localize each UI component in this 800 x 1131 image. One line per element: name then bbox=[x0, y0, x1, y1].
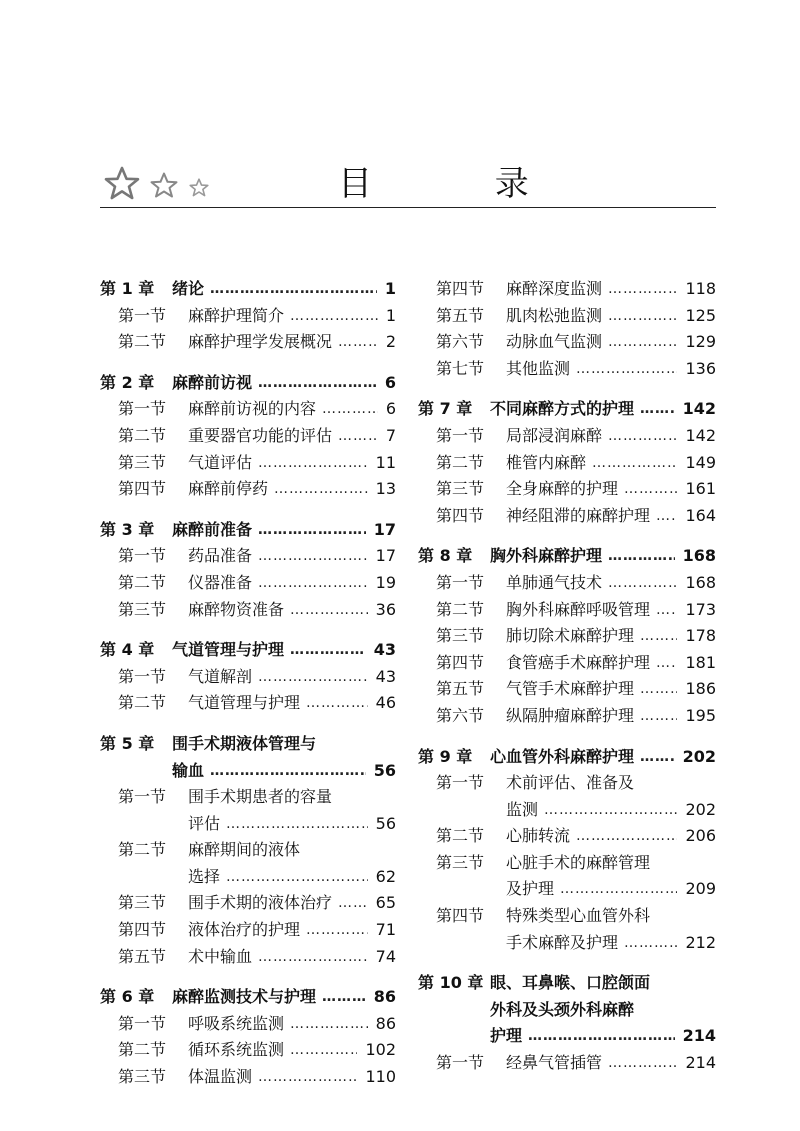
section-row bbox=[418, 930, 716, 957]
page-number: 6 bbox=[384, 396, 396, 423]
leader-dots bbox=[624, 476, 677, 503]
section-label: 第四节 bbox=[436, 505, 485, 525]
section-title: 麻醉物资准备 bbox=[188, 599, 285, 619]
leader-dots bbox=[322, 396, 378, 423]
chapter-spacer bbox=[100, 360, 396, 370]
page-number: 206 bbox=[683, 823, 716, 850]
leader-dots bbox=[258, 1064, 357, 1091]
section-title: 体温监测 bbox=[188, 1067, 253, 1087]
section-label: 第二节 bbox=[436, 826, 485, 846]
chapter-row bbox=[100, 984, 396, 1011]
page-number: 43 bbox=[374, 664, 396, 691]
section-row bbox=[100, 1064, 396, 1091]
section-row bbox=[418, 903, 716, 930]
leader-dots bbox=[322, 984, 366, 1011]
chapter-block bbox=[100, 637, 396, 717]
section-title: 重要器官功能的评估 bbox=[188, 425, 333, 445]
page-number: 102 bbox=[363, 1037, 396, 1064]
page-number: 56 bbox=[372, 758, 396, 785]
section-row bbox=[418, 703, 716, 730]
section-label: 第二节 bbox=[118, 693, 167, 713]
section-label: 第四节 bbox=[436, 652, 485, 672]
section-row bbox=[100, 784, 396, 811]
page-number: 19 bbox=[374, 570, 396, 597]
section-label: 第四节 bbox=[118, 479, 167, 499]
chapter-title: 麻醉前准备 bbox=[172, 519, 253, 539]
section-row bbox=[418, 823, 716, 850]
chapter-title: 麻醉前访视 bbox=[172, 372, 253, 392]
chapter-block bbox=[100, 276, 396, 356]
leader-dots bbox=[608, 543, 675, 570]
page-number: 62 bbox=[374, 864, 396, 891]
page-number: 46 bbox=[374, 690, 396, 717]
leader-dots bbox=[290, 303, 378, 330]
section-row bbox=[100, 396, 396, 423]
page-number: 86 bbox=[372, 984, 396, 1011]
section-row bbox=[100, 597, 396, 624]
chapter-block bbox=[100, 370, 396, 503]
chapter-row bbox=[418, 970, 716, 997]
chapter-block bbox=[418, 970, 716, 1076]
section-title: 气管手术麻醉护理 bbox=[506, 679, 635, 699]
chapter-title: 输血 bbox=[172, 760, 205, 780]
section-row bbox=[418, 597, 716, 624]
section-title: 纵隔肿瘤麻醉护理 bbox=[506, 705, 635, 725]
leader-dots bbox=[258, 370, 377, 397]
page-number: 168 bbox=[681, 543, 716, 570]
page-number: 36 bbox=[374, 597, 396, 624]
chapter-title: 不同麻醉方式的护理 bbox=[490, 399, 635, 419]
page-number: 149 bbox=[683, 450, 716, 477]
leader-dots bbox=[338, 329, 378, 356]
section-row bbox=[418, 503, 716, 530]
chapter-block bbox=[100, 517, 396, 623]
chapter-block bbox=[418, 744, 716, 957]
page-number: 181 bbox=[683, 650, 716, 677]
chapter-number: 第 7 章 bbox=[418, 399, 473, 419]
leader-dots bbox=[640, 744, 675, 771]
leader-dots bbox=[576, 356, 677, 383]
leader-dots bbox=[258, 944, 368, 971]
page-number: 86 bbox=[374, 1011, 396, 1038]
leader-dots bbox=[656, 650, 677, 677]
section-row bbox=[418, 356, 716, 383]
page-number: 17 bbox=[372, 517, 396, 544]
leader-dots bbox=[210, 276, 377, 303]
leader-dots bbox=[608, 276, 677, 303]
leader-dots bbox=[306, 917, 368, 944]
section-label: 第二节 bbox=[118, 1040, 167, 1060]
section-title: 动脉血气监测 bbox=[506, 332, 603, 352]
section-title: 选择 bbox=[188, 866, 221, 886]
leader-dots bbox=[274, 476, 368, 503]
section-label: 第三节 bbox=[118, 599, 167, 619]
section-row bbox=[100, 303, 396, 330]
section-title: 局部浸润麻醉 bbox=[506, 425, 603, 445]
page-number: 74 bbox=[374, 944, 396, 971]
section-label: 第三节 bbox=[118, 893, 167, 913]
leader-dots bbox=[226, 864, 368, 891]
leader-dots bbox=[338, 890, 368, 917]
section-label: 第二节 bbox=[118, 332, 167, 352]
section-title: 心肺转流 bbox=[506, 826, 571, 846]
section-title: 围手术期患者的容量 bbox=[188, 787, 333, 807]
section-label: 第四节 bbox=[436, 906, 485, 926]
leader-dots bbox=[640, 623, 677, 650]
chapter-title: 绪论 bbox=[172, 279, 205, 298]
section-label: 第二节 bbox=[118, 572, 167, 592]
section-title: 气道评估 bbox=[188, 452, 253, 472]
chapter-row bbox=[418, 543, 716, 570]
section-title: 肺切除术麻醉护理 bbox=[506, 626, 635, 646]
section-row bbox=[100, 1037, 396, 1064]
section-title: 药品准备 bbox=[188, 546, 253, 566]
chapter-block bbox=[418, 396, 716, 529]
page-number: 129 bbox=[683, 329, 716, 356]
chapter-spacer bbox=[418, 734, 716, 744]
section-label: 第七节 bbox=[436, 358, 485, 378]
section-title: 手术麻醉及护理 bbox=[506, 932, 619, 952]
chapter-spacer bbox=[418, 960, 716, 970]
section-row bbox=[418, 876, 716, 903]
section-row bbox=[418, 850, 716, 877]
section-row bbox=[418, 303, 716, 330]
section-title: 特殊类型心血管外科 bbox=[506, 906, 651, 926]
section-title: 气道管理与护理 bbox=[188, 693, 301, 713]
page-number: 202 bbox=[681, 744, 716, 771]
section-title: 术中输血 bbox=[188, 946, 253, 966]
section-row bbox=[100, 837, 396, 864]
chapter-title: 围手术期液体管理与 bbox=[172, 733, 317, 753]
page-number: 56 bbox=[374, 811, 396, 838]
section-label: 第一节 bbox=[118, 666, 167, 686]
section-title: 术前评估、准备及 bbox=[506, 773, 635, 793]
page-number: 71 bbox=[374, 917, 396, 944]
leader-dots bbox=[640, 703, 677, 730]
chapter-title: 眼、耳鼻喉、口腔颌面 bbox=[490, 973, 651, 993]
section-title: 经鼻气管插管 bbox=[506, 1053, 603, 1073]
page-number: 142 bbox=[683, 423, 716, 450]
page-number: 2 bbox=[384, 329, 396, 356]
page-number: 11 bbox=[374, 450, 396, 477]
section-title: 神经阻滞的麻醉护理 bbox=[506, 505, 651, 525]
section-label: 第二节 bbox=[436, 599, 485, 619]
page-number: 186 bbox=[683, 676, 716, 703]
star-outline-large-icon bbox=[104, 166, 140, 200]
section-title: 循环系统监测 bbox=[188, 1040, 285, 1060]
page-number: 43 bbox=[372, 637, 396, 664]
section-label: 第六节 bbox=[436, 705, 485, 725]
chapter-title: 外科及头颈外科麻醉 bbox=[490, 999, 635, 1019]
chapter-number: 第 9 章 bbox=[418, 746, 473, 766]
section-label: 第五节 bbox=[118, 946, 167, 966]
section-title: 仪器准备 bbox=[188, 572, 253, 592]
section-title: 麻醉前访视的内容 bbox=[188, 399, 317, 419]
page-number: 13 bbox=[374, 476, 396, 503]
section-label: 第一节 bbox=[118, 305, 167, 325]
section-label: 第一节 bbox=[118, 399, 167, 419]
toc-right-column bbox=[418, 276, 716, 1081]
chapter-row bbox=[418, 744, 716, 771]
page-number: 125 bbox=[683, 303, 716, 330]
leader-dots bbox=[608, 329, 677, 356]
section-label: 第一节 bbox=[436, 1053, 485, 1073]
section-row bbox=[418, 797, 716, 824]
chapter-spacer bbox=[100, 974, 396, 984]
chapter-block bbox=[100, 731, 396, 970]
section-row bbox=[100, 476, 396, 503]
leader-dots bbox=[608, 303, 677, 330]
chapter-number: 第 10 章 bbox=[418, 973, 484, 993]
section-row bbox=[100, 890, 396, 917]
chapter-row bbox=[100, 731, 396, 758]
section-title: 及护理 bbox=[506, 879, 555, 899]
section-row bbox=[418, 450, 716, 477]
leader-dots bbox=[290, 597, 368, 624]
leader-dots bbox=[656, 597, 677, 624]
chapter-number: 第 1 章 bbox=[100, 279, 155, 298]
page-number: 173 bbox=[683, 597, 716, 624]
leader-dots bbox=[306, 690, 368, 717]
section-label: 第一节 bbox=[436, 773, 485, 793]
section-label: 第一节 bbox=[118, 1013, 167, 1033]
chapter-spacer bbox=[100, 507, 396, 517]
section-title: 肌肉松弛监测 bbox=[506, 305, 603, 325]
section-label: 第三节 bbox=[436, 852, 485, 872]
page-number: 164 bbox=[683, 503, 716, 530]
page-number: 168 bbox=[683, 570, 716, 597]
section-label: 第一节 bbox=[436, 425, 485, 445]
section-row bbox=[100, 543, 396, 570]
chapter-spacer bbox=[418, 386, 716, 396]
section-title: 监测 bbox=[506, 799, 539, 819]
leader-dots bbox=[560, 876, 677, 903]
section-label: 第一节 bbox=[118, 546, 167, 566]
section-label: 第五节 bbox=[436, 305, 485, 325]
section-row bbox=[100, 664, 396, 691]
chapter-title: 心血管外科麻醉护理 bbox=[490, 746, 635, 766]
chapter-number: 第 5 章 bbox=[100, 733, 155, 753]
page-number: 178 bbox=[683, 623, 716, 650]
section-row bbox=[100, 423, 396, 450]
chapter-row bbox=[100, 276, 396, 303]
section-row bbox=[418, 276, 716, 303]
section-title: 麻醉护理简介 bbox=[188, 305, 285, 325]
leader-dots bbox=[258, 664, 368, 691]
toc-left-column bbox=[100, 276, 396, 1095]
section-title: 椎管内麻醉 bbox=[506, 452, 587, 472]
page-number: 1 bbox=[383, 276, 396, 303]
leader-dots bbox=[608, 423, 677, 450]
section-label: 第五节 bbox=[436, 679, 485, 699]
section-row bbox=[100, 570, 396, 597]
star-outline-small-icon bbox=[189, 178, 209, 197]
leader-dots bbox=[258, 450, 368, 477]
section-label: 第二节 bbox=[118, 840, 167, 860]
page-number: 214 bbox=[683, 1050, 716, 1077]
chapter-row bbox=[100, 758, 396, 785]
chapter-block bbox=[418, 543, 716, 729]
page-number: 214 bbox=[681, 1023, 716, 1050]
leader-dots bbox=[544, 797, 677, 824]
section-row bbox=[100, 329, 396, 356]
leader-dots bbox=[640, 676, 677, 703]
section-title: 围手术期的液体治疗 bbox=[188, 893, 333, 913]
chapter-title: 麻醉监测技术与护理 bbox=[172, 987, 317, 1007]
section-row bbox=[418, 770, 716, 797]
section-label: 第二节 bbox=[436, 452, 485, 472]
section-title: 气道解剖 bbox=[188, 666, 253, 686]
section-row bbox=[418, 676, 716, 703]
page-title: 目 录 bbox=[338, 164, 585, 204]
section-row bbox=[100, 1011, 396, 1038]
section-title: 食管癌手术麻醉护理 bbox=[506, 652, 651, 672]
section-row bbox=[418, 650, 716, 677]
section-label: 第三节 bbox=[118, 452, 167, 472]
page-number: 195 bbox=[683, 703, 716, 730]
page-number: 142 bbox=[681, 396, 716, 423]
chapter-number: 第 6 章 bbox=[100, 987, 155, 1007]
section-row bbox=[100, 864, 396, 891]
leader-dots bbox=[290, 1011, 368, 1038]
page-number: 17 bbox=[374, 543, 396, 570]
page-number: 212 bbox=[683, 930, 716, 957]
page-number: 118 bbox=[683, 276, 716, 303]
section-row bbox=[100, 917, 396, 944]
chapter-spacer bbox=[418, 533, 716, 543]
chapter-spacer bbox=[100, 627, 396, 637]
chapter-row bbox=[418, 997, 716, 1024]
chapter-row bbox=[100, 370, 396, 397]
leader-dots bbox=[576, 823, 677, 850]
section-title: 麻醉前停药 bbox=[188, 479, 269, 499]
section-row bbox=[100, 450, 396, 477]
section-title: 麻醉深度监测 bbox=[506, 279, 603, 298]
section-label: 第四节 bbox=[118, 920, 167, 940]
leader-dots bbox=[608, 1050, 677, 1077]
page-header bbox=[0, 0, 800, 220]
chapter-number: 第 8 章 bbox=[418, 546, 473, 566]
section-label: 第二节 bbox=[118, 425, 167, 445]
page-number: 7 bbox=[384, 423, 396, 450]
page-number: 110 bbox=[363, 1064, 396, 1091]
page-number: 6 bbox=[383, 370, 396, 397]
section-row bbox=[418, 423, 716, 450]
section-row bbox=[100, 944, 396, 971]
page-number: 202 bbox=[683, 797, 716, 824]
page-number: 1 bbox=[384, 303, 396, 330]
chapter-block bbox=[100, 984, 396, 1090]
leader-dots bbox=[290, 1037, 357, 1064]
star-outline-medium-icon bbox=[150, 172, 178, 198]
leader-dots bbox=[226, 811, 368, 838]
section-label: 第四节 bbox=[436, 279, 485, 298]
section-title: 评估 bbox=[188, 813, 221, 833]
section-title: 单肺通气技术 bbox=[506, 572, 603, 592]
leader-dots bbox=[592, 450, 677, 477]
leader-dots bbox=[338, 423, 378, 450]
section-label: 第三节 bbox=[436, 479, 485, 499]
chapter-block bbox=[418, 276, 716, 382]
chapter-title: 气道管理与护理 bbox=[172, 640, 285, 660]
leader-dots bbox=[656, 503, 677, 530]
section-title: 全身麻醉的护理 bbox=[506, 479, 619, 499]
section-row bbox=[418, 1050, 716, 1077]
leader-dots bbox=[210, 758, 366, 785]
section-title: 其他监测 bbox=[506, 358, 571, 378]
section-row bbox=[100, 690, 396, 717]
page-number: 65 bbox=[374, 890, 396, 917]
section-title: 麻醉护理学发展概况 bbox=[188, 332, 333, 352]
section-row bbox=[418, 623, 716, 650]
chapter-row bbox=[418, 396, 716, 423]
section-title: 麻醉期间的液体 bbox=[188, 840, 301, 860]
chapter-title: 胸外科麻醉护理 bbox=[490, 546, 603, 566]
leader-dots bbox=[258, 543, 368, 570]
page-number: 161 bbox=[683, 476, 716, 503]
leader-dots bbox=[528, 1023, 675, 1050]
section-label: 第三节 bbox=[436, 626, 485, 646]
header-divider bbox=[100, 207, 716, 208]
page-number: 209 bbox=[683, 876, 716, 903]
section-row bbox=[100, 811, 396, 838]
leader-dots bbox=[258, 570, 368, 597]
leader-dots bbox=[258, 517, 366, 544]
chapter-number: 第 3 章 bbox=[100, 519, 155, 539]
leader-dots bbox=[624, 930, 677, 957]
chapter-title: 护理 bbox=[490, 1026, 523, 1046]
section-label: 第一节 bbox=[118, 787, 167, 807]
section-title: 呼吸系统监测 bbox=[188, 1013, 285, 1033]
page-number: 136 bbox=[683, 356, 716, 383]
leader-dots bbox=[608, 570, 677, 597]
chapter-row bbox=[100, 517, 396, 544]
chapter-row bbox=[418, 1023, 716, 1050]
chapter-spacer bbox=[100, 721, 396, 731]
section-title: 胸外科麻醉呼吸管理 bbox=[506, 599, 651, 619]
section-title: 心脏手术的麻醉管理 bbox=[506, 852, 651, 872]
chapter-row bbox=[100, 637, 396, 664]
section-title: 液体治疗的护理 bbox=[188, 920, 301, 940]
section-row bbox=[418, 570, 716, 597]
chapter-number: 第 4 章 bbox=[100, 640, 155, 660]
section-label: 第六节 bbox=[436, 332, 485, 352]
section-row bbox=[418, 476, 716, 503]
chapter-number: 第 2 章 bbox=[100, 372, 155, 392]
section-label: 第一节 bbox=[436, 572, 485, 592]
section-label: 第三节 bbox=[118, 1067, 167, 1087]
leader-dots bbox=[640, 396, 675, 423]
leader-dots bbox=[290, 637, 366, 664]
section-row bbox=[418, 329, 716, 356]
